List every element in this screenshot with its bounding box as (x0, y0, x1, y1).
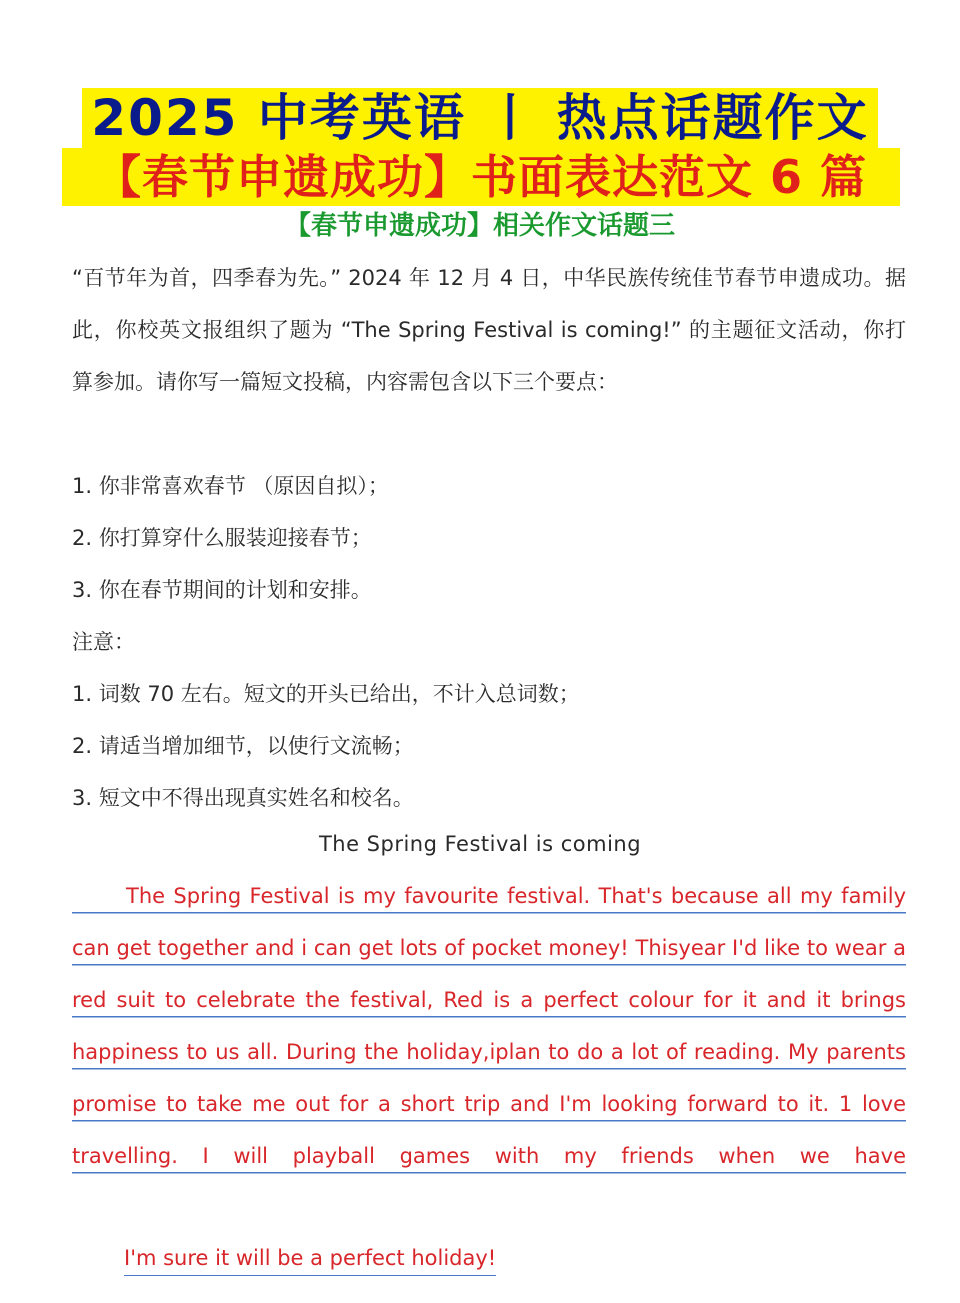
prompt-point-2: 2. 你打算穿什么服装迎接春节； (72, 526, 372, 550)
note-3: 3. 短文中不得出现真实姓名和校名。 (72, 786, 414, 810)
page-title: 2025 中考英语 丨 热点话题作文 (82, 88, 878, 148)
topic-heading: 【春节申遗成功】相关作文话题三 (284, 211, 675, 241)
note-2: 2. 请适当增加细节，以使行文流畅； (72, 734, 414, 758)
essay-body: The Spring Festival is my favourite festival. That's because all my family can get together and i can get lots of pocket money! Thisyear I'd like to wear a red suit to celebrate the festival, Red is a perfect colour for it and it brings happiness to us all. During the holiday,iplan to do a lot of reading. My parents promise to take me out for a short trip and I'm looking forward to it. 1 love travelling. I will playball games with my friends when we have (72, 870, 906, 1182)
prompt-point-1: 1. 你非常喜欢春节 （原因自拟）； (72, 474, 389, 498)
prompt-intro: “百节年为首，四季春为先。” 2024 年 12 月 4 日，中华民族传统佳节春节申遗成功。据此，你校英文报组织了题为 “The Spring Festival is coming!” 的主题征文活动，你打算参加。请你写一篇短文投稿，内容需包含以下三个要点： (72, 266, 906, 394)
notes-label: 注意： (72, 630, 135, 654)
prompt-point-3: 3. 你在春节期间的计划和安排。 (72, 578, 372, 602)
note-1: 1. 词数 70 左右。短文的开头已给出，不计入总词数； (72, 682, 580, 706)
essay-title: The Spring Festival is coming (318, 832, 642, 856)
essay-ending: I'm sure it will be a perfect holiday! (124, 1232, 496, 1276)
page-subtitle-banner: 【春节申遗成功】书面表达范文 6 篇 (62, 148, 900, 206)
